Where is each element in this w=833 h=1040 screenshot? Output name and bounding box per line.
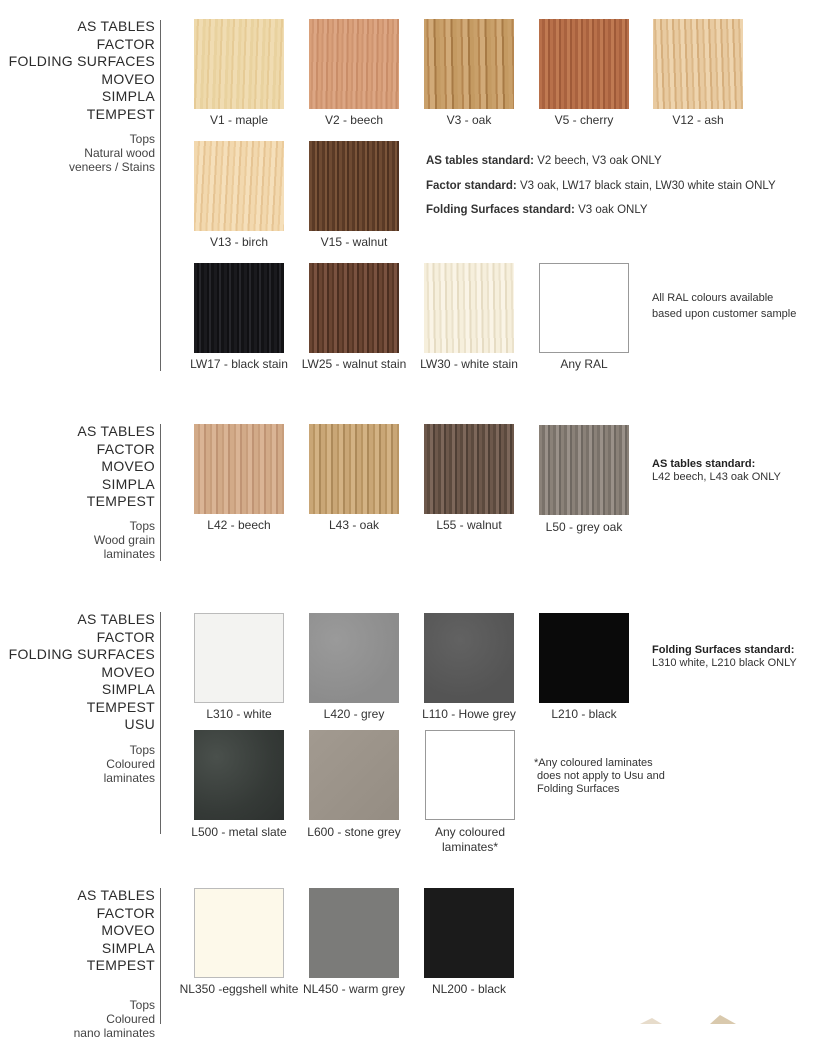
note-line: based upon customer sample (652, 308, 797, 320)
swatch-l55-walnut (424, 424, 514, 514)
standard-note (426, 203, 648, 217)
swatch-l50-grey-oak (539, 425, 629, 515)
product-name: AS TABLES (77, 611, 155, 627)
product-name: AS TABLES (77, 423, 155, 439)
category-line: veneers / Stains (68, 160, 155, 174)
swatch-label-line: Any coloured (434, 825, 506, 839)
swatch-label (405, 825, 535, 855)
divider-line (160, 612, 161, 834)
note-title: AS tables standard: (652, 458, 756, 470)
product-list (77, 423, 155, 511)
product-name: MOVEO (101, 458, 155, 474)
swatch-v2-beech (309, 19, 399, 109)
product-name: SIMPLA (101, 681, 155, 697)
swatch-label: V12 - ash (672, 113, 724, 127)
note-line: All RAL colours available (652, 292, 774, 304)
swatch-label: V3 - oak (446, 113, 492, 127)
note-text: L310 white, L210 black ONLY (652, 657, 797, 669)
note-line: Folding Surfaces (537, 783, 620, 795)
swatch-label: V15 - walnut (320, 235, 388, 249)
product-name: FOLDING SURFACES (8, 53, 155, 69)
product-name: SIMPLA (101, 88, 155, 104)
swatch-v1-maple (194, 19, 284, 109)
product-name: TEMPEST (86, 698, 155, 715)
swatch-label: L55 - walnut (436, 518, 502, 532)
swatch-lw30-white-stain (424, 263, 514, 353)
standard-value: V2 beech, V3 oak ONLY (534, 155, 662, 167)
category-line: Tops (129, 743, 155, 757)
product-name: SIMPLA (101, 939, 155, 956)
note-title: Folding Surfaces standard: (652, 644, 795, 656)
standard-note (426, 154, 662, 168)
swatch-label: V2 - beech (324, 113, 384, 127)
swatch-label: L42 - beech (207, 518, 271, 532)
note-line: *Any coloured laminates (534, 757, 653, 769)
standard-note (652, 644, 797, 670)
swatch-label: LW30 - white stain (420, 357, 518, 371)
decorative-corner-graphic (640, 1012, 740, 1024)
swatch-nl450-warm-grey (309, 888, 399, 978)
product-list (77, 887, 155, 975)
product-name: FOLDING SURFACES (8, 646, 155, 662)
category-line: laminates (103, 771, 155, 785)
divider-line (160, 20, 161, 371)
note-text: L42 beech, L43 oak ONLY (652, 471, 781, 483)
swatch-v3-oak (424, 19, 514, 109)
swatch-label: V13 - birch (209, 235, 269, 249)
swatch-nl350-eggshell-white (194, 888, 284, 978)
category-line: Natural wood (84, 146, 155, 160)
standard-key: Factor standard: (426, 180, 517, 192)
note-line: does not apply to Usu and (537, 770, 665, 782)
product-name: MOVEO (101, 70, 155, 87)
swatch-label: L420 - grey (323, 707, 385, 721)
swatch-label: LW25 - walnut stain (301, 357, 407, 371)
swatch-l500-metal-slate (194, 730, 284, 820)
swatch-l310-white (194, 613, 284, 703)
swatch-label: L600 - stone grey (307, 825, 401, 839)
category-line: Tops (129, 519, 155, 533)
swatch-label: L310 - white (206, 707, 272, 721)
swatch-label: V5 - cherry (554, 113, 614, 127)
swatch-l600-stone-grey (309, 730, 399, 820)
swatch-l210-black (539, 613, 629, 703)
swatch-l110-howe-grey (424, 613, 514, 703)
swatch-lw25-walnut-stain (309, 263, 399, 353)
product-list (9, 18, 155, 123)
product-name: AS TABLES (77, 18, 155, 34)
product-name: AS TABLES (77, 887, 155, 903)
category-line: Wood grain (93, 533, 155, 547)
standard-value: V3 oak ONLY (574, 204, 648, 216)
product-name: FACTOR (96, 440, 155, 457)
standard-value: V3 oak, LW17 black stain, LW30 white stain ONLY (516, 180, 776, 192)
product-name: SIMPLA (101, 475, 155, 492)
swatch-label-line: laminates* (441, 840, 499, 854)
swatch-l42-beech (194, 424, 284, 514)
swatch-label: V1 - maple (209, 113, 269, 127)
product-name: TEMPEST (86, 493, 155, 509)
category-line: Coloured (106, 1012, 155, 1026)
swatch-any-coloured-laminate (425, 730, 515, 820)
standard-key: Folding Surfaces standard: (426, 204, 575, 216)
category-label (104, 743, 155, 785)
swatch-v13-birch (194, 141, 284, 231)
swatch-label: NL450 - warm grey (302, 982, 406, 996)
standard-key: AS tables standard: (426, 155, 534, 167)
category-line: Coloured (106, 757, 155, 771)
product-name: TEMPEST (86, 957, 155, 973)
swatch-v15-walnut (309, 141, 399, 231)
category-line: Tops (129, 998, 155, 1012)
category-line: laminates (103, 547, 155, 561)
product-name: MOVEO (101, 922, 155, 938)
category-line: nano laminates (73, 1026, 155, 1040)
swatch-l43-oak (309, 424, 399, 514)
product-list (9, 611, 155, 734)
swatch-label: L43 - oak (328, 518, 380, 532)
swatch-label: L500 - metal slate (191, 825, 287, 839)
product-name: FACTOR (96, 628, 155, 645)
standard-note (652, 458, 781, 484)
product-name: MOVEO (101, 663, 155, 680)
product-name: TEMPEST (86, 105, 155, 122)
divider-line (160, 424, 161, 561)
category-label (94, 519, 155, 561)
swatch-lw17-black-stain (194, 263, 284, 353)
swatch-nl200-black (424, 888, 514, 978)
swatch-label: L210 - black (551, 707, 617, 721)
swatch-label: NL350 -eggshell white (179, 982, 299, 996)
category-line: Tops (129, 132, 155, 146)
product-name: FACTOR (96, 35, 155, 52)
swatch-v5-cherry (539, 19, 629, 109)
divider-line (160, 888, 161, 1024)
category-label (69, 132, 155, 174)
product-name: USU (124, 716, 155, 732)
footnote (534, 757, 665, 796)
swatch-v12-ash (653, 19, 743, 109)
category-label (74, 998, 155, 1040)
swatch-label: NL200 - black (431, 982, 507, 996)
standard-note (426, 179, 776, 193)
swatch-any-ral (539, 263, 629, 353)
swatch-label: L110 - Howe grey (422, 707, 516, 721)
swatch-label: Any RAL (560, 357, 608, 371)
ral-note (652, 292, 796, 321)
swatch-label: L50 - grey oak (545, 520, 623, 534)
product-name: FACTOR (96, 904, 155, 921)
swatch-label: LW17 - black stain (190, 357, 288, 371)
swatch-l420-grey (309, 613, 399, 703)
